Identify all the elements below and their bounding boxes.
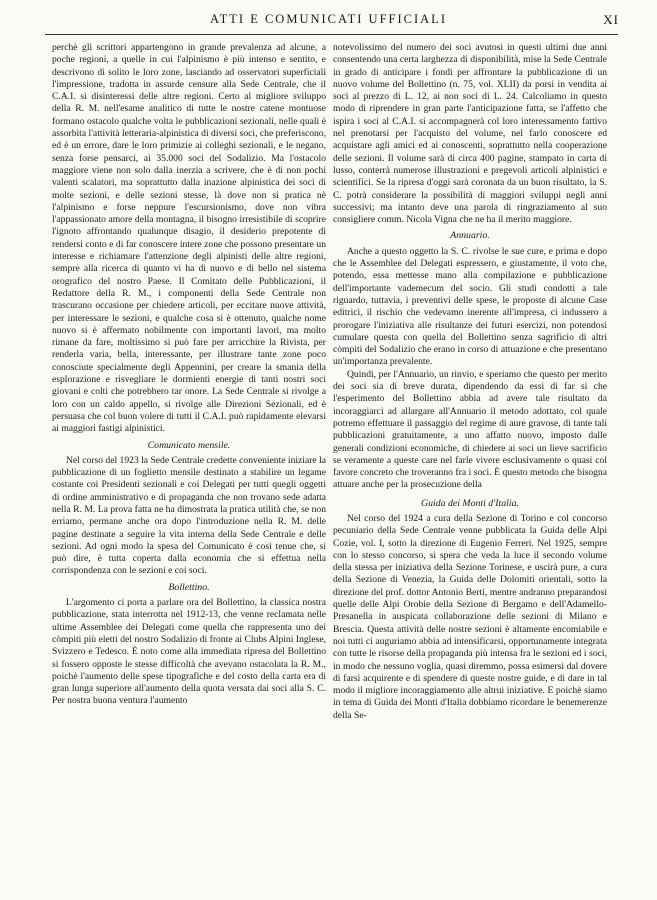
header-title: ATTI E COMUNICATI UFFICIALI — [210, 12, 447, 26]
paragraph: Quindi, per l'Annuario, un rinvio, e speriamo che questo per merito dei soci sia di breve durata, dipendendo da essi di far sì che l'esperimento del Bollettino abbia ad avere tale risultato da incoraggiarci ad allargare all'Annuario il metodo adottato, col quale potremo effettuare il passaggio del regime di aure gravose, di tante tali pubblicazioni gratuitamente, a uno affatto nuovo, imposto dalle generali condizioni economiche, di chiedere ai soci un lieve sacrificio se veramente a queste care nel farle vivere esclusivamente o quasi col favore concreto che troveranno fra i soci. È questo metodo che bisogna attuare anche per la prosecuzione della — [333, 368, 607, 491]
paragraph: notevolissimo del numero dei soci avutosi in questi ultimi due anni consentendo una certa larghezza di disponibilità, mise la Sede Centrale in grado di anticipare i fondi per affrontare la pubblicazione di un nuovo volume del Bollettino (n. 75, vol. XLII) da porsi in vendita ai soci al prezzo di L. 12, ai non soci di L. 24. Calcoliamo in questo modo di riprendere in gran parte l'anticipazione fatta, se l'affetto che ispira i soci al C.A.I. si accompagnerà col loro interessamento fattivo nel prenotarsi per l'acquisto del volume, nel farlo conoscere ed acquistare agli amici ed ai conoscenti, soprattutto nella cooperazione delle sezioni. Il volume sarà di circa 400 pagine, stampato in carta di lusso, conterrà numerose illustrazioni e pregevoli articoli alpinistici e scientifici. Se la ripresa d'oggi sarà coronata da un buon risultato, la S. C. potrà considerare la possibilità di maggiori sviluppi negli anni successivi; ma intanto deve una parola di ringraziamento al suo consigliere comm. Nicola Vigna che ne ha il merito maggiore. — [333, 42, 607, 226]
paragraph: Nel corso del 1923 la Sede Centrale credette conveniente iniziare la pubblicazione di un foglietto mensile destinato a stabilire un legame costante coi Presidenti sezionali e coi Delegati per tutti quegli oggetti di ordine amministrativo e di propaganda che non trovano sede adatta nella R. M. La prova fatta ne ha dimostrata la pratica utilità che, se non erriamo, permane anche ora dopo l'introduzione nella R. M. delle pagine destinate a seguire la vita interna della Sede Centrale e delle sezioni. Ad ogni modo la spesa del Comunicato è così tenue che, si può dire, è tutta coperta dalla economia che si effettua nella corrispondenza con le sezioni e coi soci. — [52, 454, 326, 577]
page-number: XI — [603, 12, 619, 27]
paragraph: L'argomento ci porta a parlare ora del Bollettino, la classica nostra pubblicazione, stata interrotta nel 1912-13, che venne reclamata nelle ultime Assemblee dei Delegati come quella che rappresenta uno dei còmpiti più eletti del nostro Sodalizio di fronte ai Clubs Alpini Inglese, Svizzero e Tedesco. È noto come alla immediata ripresa del Bollettino si fossero opposte le stesse difficoltà che avevano ostacolata la R. M., poichè l'aumento delle spese tipografiche e del costo della carta era di gran lunga superiore all'aumento della quota versata dai soci alla S. C. Per nostra buona ventura l'aumento — [52, 597, 326, 707]
right-column — [333, 42, 607, 722]
section-heading-comunicato: Comunicato mensile. — [147, 439, 231, 451]
header-rule — [45, 34, 618, 35]
section-heading-guida: Guida dei Monti d'Italia. — [421, 497, 519, 509]
paragraph: Nel corso del 1924 a cura della Sezione di Torino e col concorso pecuniario della Sede Centrale venne pubblicata la Guida delle Alpi Cozie, vol. I, sotto la direzione di Eugenio Ferreri. Nel 1925, sempre con lo stesso concorso, si spera che veda la luce il secondo volume della stessa per iniziativa della Sezione Torinese, e uscirà pure, a cura della Sezione di Venezia, la Guida delle Dolomiti orientali, sotto la direzione del prof. dottor Antonio Berti, mentre andranno preparandosi quelle delle Alpi Orobie della Sezione di Bergamo e dell'Adamello-Presanella in auspicata collaborazione delle sezioni di Milano e Brescia. Questa attività delle nostre sezioni è altamente encomiabile e noi tutti ci auguriamo abbia ad intensificarsi, opportunamente integrata con tutte le risorse della propaganda più intensa fra le sezioni ed i soci, in modo che nessuno voglia, quasi diremmo, possa esimersi dal dovere di farsi acquirente e di spendere di queste nostre guide, e di dare in tal modo il migliore incoraggiamento alle altrui iniziative. E poichè siamo in tema di Guida dei Monti d'Italia dobbiamo ricordare le benemerenze della Se- — [333, 512, 607, 721]
section-heading-annuario: Annuario. — [450, 230, 490, 242]
left-column — [52, 42, 326, 708]
running-header — [0, 10, 657, 30]
paragraph: perchè gli scrittori appartengono in grande prevalenza ad alcune, a poche regioni, a quelle in cui l'alpinismo è più intenso e sentito, e descrivono di solito le loro zone, lasciando ad osservatori superficiali l'impressione, tradotta in assurde censure alla Sede Centrale, che il C.A.I. si disinteressi delle altre regioni. Certo al migliore sviluppo della R. M. nell'esame analitico di tutte le nostre catene montuose formano ostacolo qualche volta le pubblicazioni sezionali, nelle quali è assorbita l'attività letteraria-alpinistica di diversi soci, che preferiscono, ed è un errore, dare le loro primizie ai colleghi sezionali, e le negano, senza forse pensarci, ai 35.000 soci del Sodalizio. Ma l'ostacolo maggiore viene non solo dalla inerzia a scrivere, che è di non pochi valenti scalatori, ma soprattutto dalla inazione alpinistica dei soci di molte sezioni, e delle sezioni stesse, là dove non si pratica nè l'alpinismo e forse neppure l'escursionismo, dove non vibra l'appassionato amore della montagna, il bisogno irresistibile di scoprire l'ignoto affrontando qualunque disagio, il desiderio prepotente di rendersi conto e di far conoscere intere zone che possono presentare un interesse e richiamare l'attenzione degli alpinisti delle altre regioni, sempre alla ricerca di quanto vi ha di nuovo e di bello nel sistema orografico del nostro Paese. Il Comitato delle Pubblicazioni, il Redattore della R. M., i componenti della Sede Centrale non trascurano occasione per chiedere articoli, per eccitare nuove attività, per interessare le sezioni, e qualche cosa si è ottenuto, qualche nome nuovo si è affermato nobilmente con importanti lavori, ma molto rimane da fare, moltissimo si può fare per arricchire la Rivista, per renderla varia, bella, interessante, per illustrare tante zone poco conosciute specialmente degli Appennini, per creare la smania della esplorazione e risvegliare le dormienti energie di tanti nostri soci giovani e colti che potrebbero tar onore. La Sede Centrale si rivolge a loro con un caldo appello, si rivolge alle Direzioni Sezionali, ed è persuasa che col buon volere di tutti il C.A.I. può rapidamente elevarsi ai maggiori fastigi alpinistici. — [52, 42, 326, 435]
paragraph: Anche a questo oggetto la S. C. rivolse le sue cure, e prima e dopo che le Assemblee del Delegati espressero, e giustamente, il voto che, potendo, essa mettesse mano alla compilazione e pubblicazione dell'importante vademecum del socio. Gli studi condotti a tale riguardo, tuttavia, i preventivi delle spese, le proposte di alcune Case editrici, il rischio che vedevamo inerente all'impresa, ci indussero a prorogare l'iniziativa alle risultanze dei futuri esercizi, non potendosi cumulare questa con quella del Bollettino senza sagrificio di altri còmpiti del Sodalizio che erano in corso di attuazione e che presentano un'importanza prevalente. — [333, 245, 607, 368]
section-heading-bollettino: Bollettino. — [168, 581, 210, 593]
